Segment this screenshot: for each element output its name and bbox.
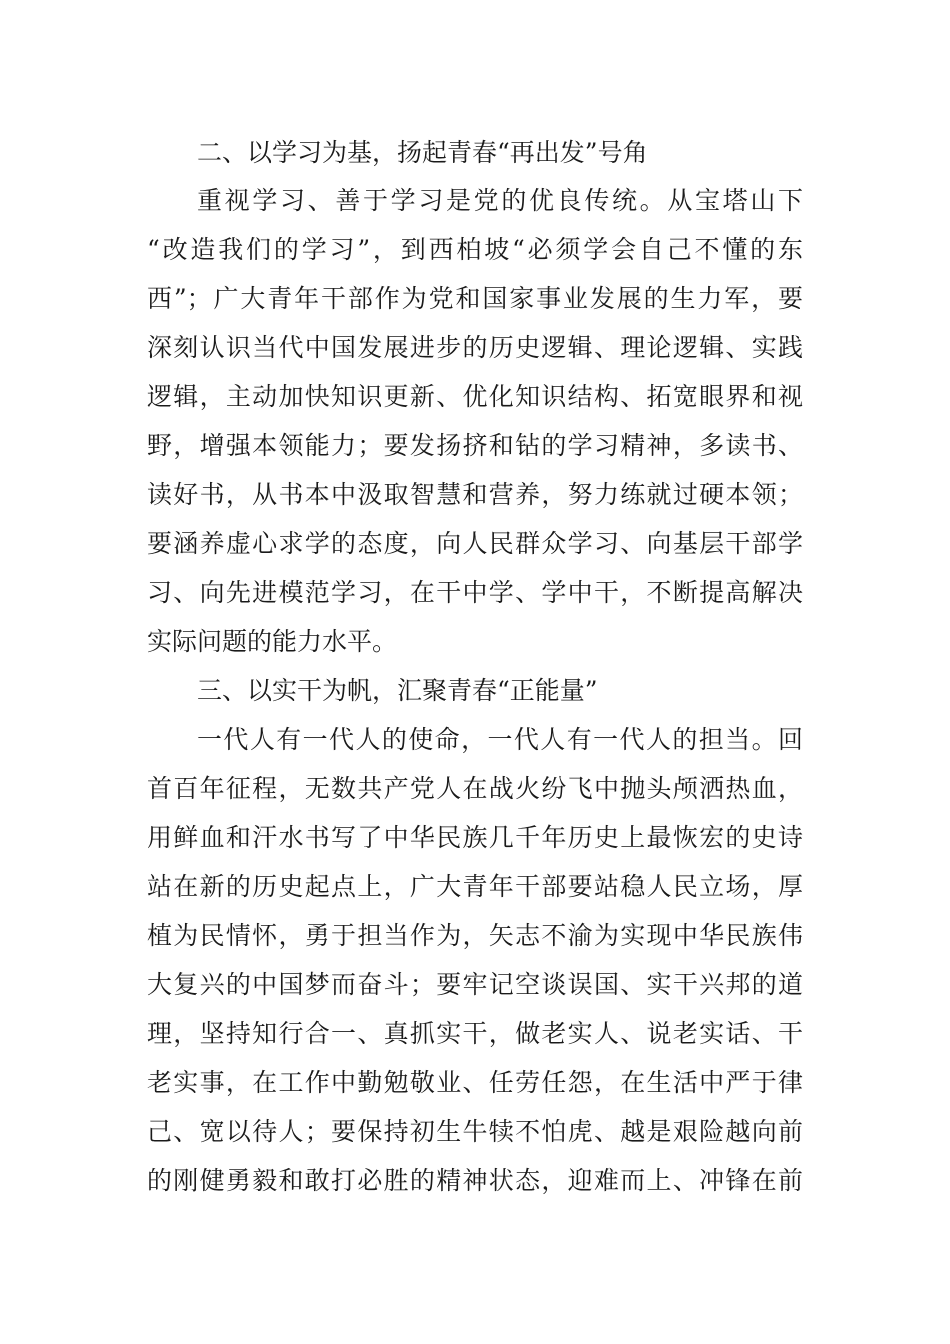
paragraph-line: 大复兴的中国梦而奋斗；要牢记空谈误国、实干兴邦的道 xyxy=(147,970,803,999)
paragraph-line: 站在新的历史起点上，广大青年干部要站稳人民立场，厚 xyxy=(147,872,803,901)
paragraph-line: 野，增强本领能力；要发扬挤和钻的学习精神，多读书、 xyxy=(147,431,803,460)
paragraph-line: 逻辑，主动加快知识更新、优化知识结构、拓宽眼界和视 xyxy=(147,382,803,411)
paragraph-line: 首百年征程，无数共产党人在战火纷飞中抛头颅洒热血， xyxy=(147,774,803,803)
paragraph-line: 己、宽以待人；要保持初生牛犊不怕虎、越是艰险越向前 xyxy=(147,1117,803,1146)
paragraph-line: 重视学习、善于学习是党的优良传统。从宝塔山下 xyxy=(197,186,803,215)
paragraph-line: 要涵养虚心求学的态度，向人民群众学习、向基层干部学 xyxy=(147,529,803,558)
paragraph-line: 实际问题的能力水平。 xyxy=(147,627,398,656)
paragraph-line: 西”；广大青年干部作为党和国家事业发展的生力军，要 xyxy=(147,284,803,313)
paragraph-line: 老实事，在工作中勤勉敬业、任劳任怨，在生活中严于律 xyxy=(147,1068,803,1097)
paragraph-line: “改造我们的学习”，到西柏坡“必须学会自己不懂的东 xyxy=(147,235,803,264)
paragraph-line: 一代人有一代人的使命，一代人有一代人的担当。回 xyxy=(197,725,803,754)
paragraph-line: 的刚健勇毅和敢打必胜的精神状态，迎难而上、冲锋在前 xyxy=(147,1166,803,1195)
paragraph-line: 深刻认识当代中国发展进步的历史逻辑、理论逻辑、实践 xyxy=(147,333,803,362)
paragraph-line: 用鲜血和汗水书写了中华民族几千年历史上最恢宏的史诗 xyxy=(147,823,803,852)
paragraph-line: 读好书，从书本中汲取智慧和营养，努力练就过硬本领； xyxy=(147,480,803,509)
paragraph-line: 植为民情怀，勇于担当作为，矢志不渝为实现中华民族伟 xyxy=(147,921,803,950)
section-heading-2: 二、以学习为基，扬起青春“再出发”号角 xyxy=(197,138,648,167)
section-heading-3: 三、以实干为帆，汇聚青春“正能量” xyxy=(197,676,598,705)
paragraph-line: 理，坚持知行合一、真抓实干，做老实人、说老实话、干 xyxy=(147,1019,803,1048)
paragraph-line: 习、向先进模范学习，在干中学、学中干，不断提高解决 xyxy=(147,578,803,607)
